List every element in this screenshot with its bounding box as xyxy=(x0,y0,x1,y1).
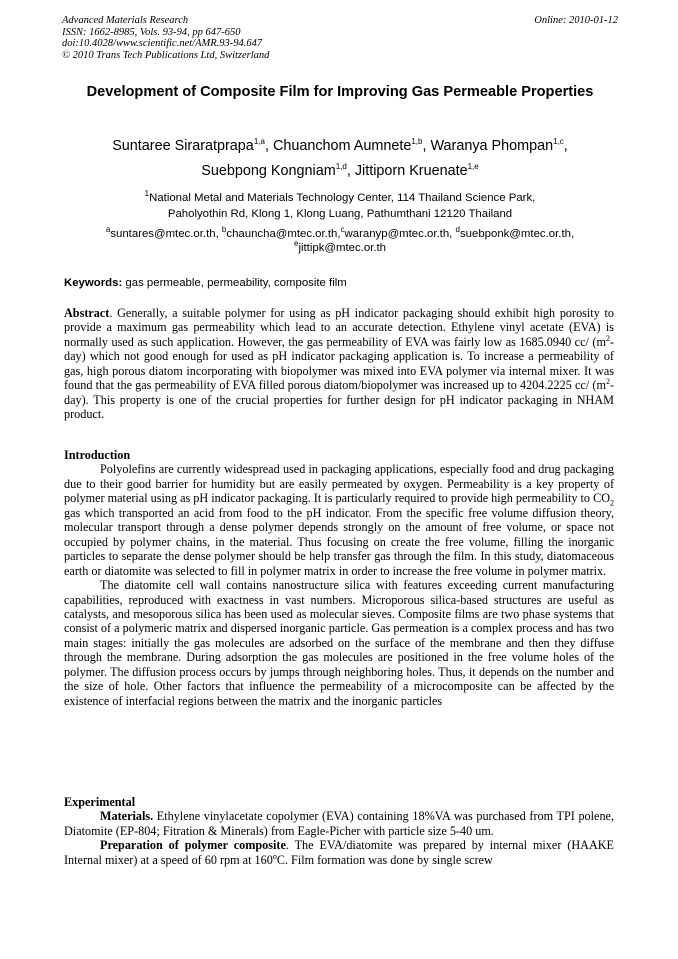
affiliation-line: National Metal and Materials Technology Center, 114 Thailand Science Park, xyxy=(149,192,536,204)
author-affiliation-mark: 1,d xyxy=(335,162,347,172)
author-affiliation-mark: 1,a xyxy=(253,137,265,147)
paragraph-text: . The EVA/diatomite was prepared by internal mixer (HAAKE Internal mixer) at a speed of 60 rpm at 160 xyxy=(64,838,614,867)
body-paragraph xyxy=(64,809,614,838)
author-name: Jittiporn Kruenate xyxy=(354,163,468,179)
body-paragraph xyxy=(64,462,614,578)
author-name: Suntaree Siraratprapa xyxy=(112,138,254,154)
author-name: Chuanchom Aumnete xyxy=(272,138,412,154)
body-paragraph xyxy=(64,838,614,867)
superscript: o xyxy=(272,851,277,861)
keywords-label: Keywords: xyxy=(64,277,123,289)
email-list: $^a$suntares@mtec.or.th, $^b$chauncha@mtec.or.th,$^c$waranyp@mtec.or.th, $^d$suebponk@mtec.or.th, $^e$jittipk@mtec.or.th xyxy=(105,225,575,254)
keywords-text: gas permeable, permeability, composite film xyxy=(125,277,347,289)
abstract-block xyxy=(64,306,614,422)
online-date: Online: 2010-01-12 xyxy=(534,15,618,26)
abstract-text: -day) which not good enough for used as pH indicator packaging application is. To increase a permeability of gas, high porous diatom incorporating with biopolymer was mixed into EVA polymer via internal mixer. It was found that the gas permeability of EVA filled porous diatom/biopolymer was increased up to 4204.2225 cc/ (m xyxy=(64,334,614,393)
copyright-line: © 2010 Trans Tech Publications Ltd, Switzerland xyxy=(62,49,270,61)
introduction-section xyxy=(64,448,614,708)
keywords xyxy=(64,276,616,290)
section-heading: Experimental xyxy=(64,795,136,809)
section-heading: Introduction xyxy=(64,448,131,462)
run-in-heading: Materials. xyxy=(100,809,154,824)
paragraph-text: C. Film formation was done by single screw xyxy=(276,852,493,867)
journal-name: Advanced Materials Research xyxy=(62,15,189,26)
subscript: 2 xyxy=(610,498,614,508)
superscript: 2 xyxy=(605,333,610,343)
email-link[interactable]: suebponk@mtec.or.th xyxy=(459,228,571,240)
email-mark: d xyxy=(455,225,460,235)
paragraph-text: gas which transported an acid from food to the pH indicator. From the specific free volume diffusion theory, molecular transport through a dense polymer depends strongly on the amount of free volume, or space not occupied by polymer chains, in the material. Thus focusing on create the free volume, filling the inorganic particles to separate the dense polymer should be help transfer gas through the film. In this study, diatomaceous earth or diatomite was selected to fill in polymer matrix in order to increase the free volume in polymer matrix. xyxy=(64,505,614,578)
experimental-section xyxy=(64,795,614,867)
run-in-heading: Preparation of polymer composite xyxy=(100,838,286,853)
affiliation xyxy=(60,191,620,222)
author-affiliation-mark: 1,e xyxy=(467,162,479,172)
superscript: 2 xyxy=(605,377,610,387)
paragraph-text: Ethylene vinylacetate copolymer (EVA) containing 18%VA was purchased from TPI polene, Diatomite (EP-804; Fitration & Minerals) from Eagle-Picher with particle size 5-40 um. xyxy=(64,809,614,838)
abstract-paragraph xyxy=(64,306,614,422)
paper-title: Development of Composite Film for Improving Gas Permeable Properties xyxy=(86,84,594,100)
author-name: Waranya Phompan xyxy=(430,138,554,154)
email-mark: a xyxy=(105,225,111,235)
email-mark: c xyxy=(340,225,345,235)
email-link[interactable]: chauncha@mtec.or.th xyxy=(226,228,338,240)
author-affiliation-mark: 1,b xyxy=(411,137,423,147)
doi-line: doi:10.4028/www.scientific.net/AMR.93-94.647 xyxy=(62,38,263,49)
issn-line: ISSN: 1662-8985, Vols. 93-94, pp 647-650 xyxy=(62,26,241,38)
email-mark: e xyxy=(294,239,299,249)
email-link[interactable]: suntares@mtec.or.th xyxy=(110,228,216,240)
abstract-label: Abstract xyxy=(64,306,110,320)
author-affiliation-mark: 1,c xyxy=(553,137,564,147)
body-paragraph: The diatomite cell wall contains nanostructure silica with features exceeding current manufacturing capabilities, reproduced with exactness in vast numbers. Microporous silica-based structures are useful as catalysts, and mesoporous silica has been used as molecular sieves. Composite films are two phase systems that consist of a polymeric matrix and dispersed inorganic particle. Gas permeation is a complex process and has two main stages: initially the gas molecules are adsorbed on the surface of the membrane and then they diffuse through the membrane. During adsorption the gas molecules are positioned in the free volume holes of the polymer. The diffusion process occurs by jumps through neighboring holes. Thus, it depends on the number and the size of hole. Other factors that influence the permeability of a microcomposite can be affected by the existence of interfacial regions between the matrix and the inorganic particles xyxy=(64,578,614,708)
abstract-text: -day). This property is one of the crucial properties for further design for pH indicator packaging in NHAM product. xyxy=(64,378,614,422)
author-list: Suntaree Siraratprapa$^{1,a}$, Chuanchom Aumnete$^{1,b}$, Waranya Phompan$^{1,c}$, Suebpong Kongniam$^{1,d}$, Jittiporn Kruenate$^{1,e}$ xyxy=(112,137,568,179)
email-link[interactable]: waranyp@mtec.or.th xyxy=(344,228,450,240)
paragraph-text: Polyolefins are currently widespread used in packaging applications, especially food and drug packaging due to their good barrier for humidity but are easily permeated by oxygen. Permeability is a key property of polymer material using as pH indicator packaging. It is particularly required to provide high permeability to CO xyxy=(64,462,614,506)
email-link[interactable]: jittipk@mtec.or.th xyxy=(298,242,386,254)
abstract-text: . Generally, a suitable polymer for using as pH indicator packaging should exhibit high porosity to provide a maximum gas permeability which lead to an accurate detection. Ethylene vinyl acetate (EVA) is normally used as such application. However, the gas permeability of EVA was fairly low as 1685.0940 cc/ (m xyxy=(64,306,614,349)
running-header xyxy=(62,15,618,61)
email-mark: b xyxy=(221,225,227,235)
affiliation-mark: 1 xyxy=(144,189,150,199)
affiliation-line: Paholyothin Rd, Klong 1, Klong Luang, Pathumthani 12120 Thailand xyxy=(167,207,513,220)
author-name: Suebpong Kongniam xyxy=(201,163,336,179)
